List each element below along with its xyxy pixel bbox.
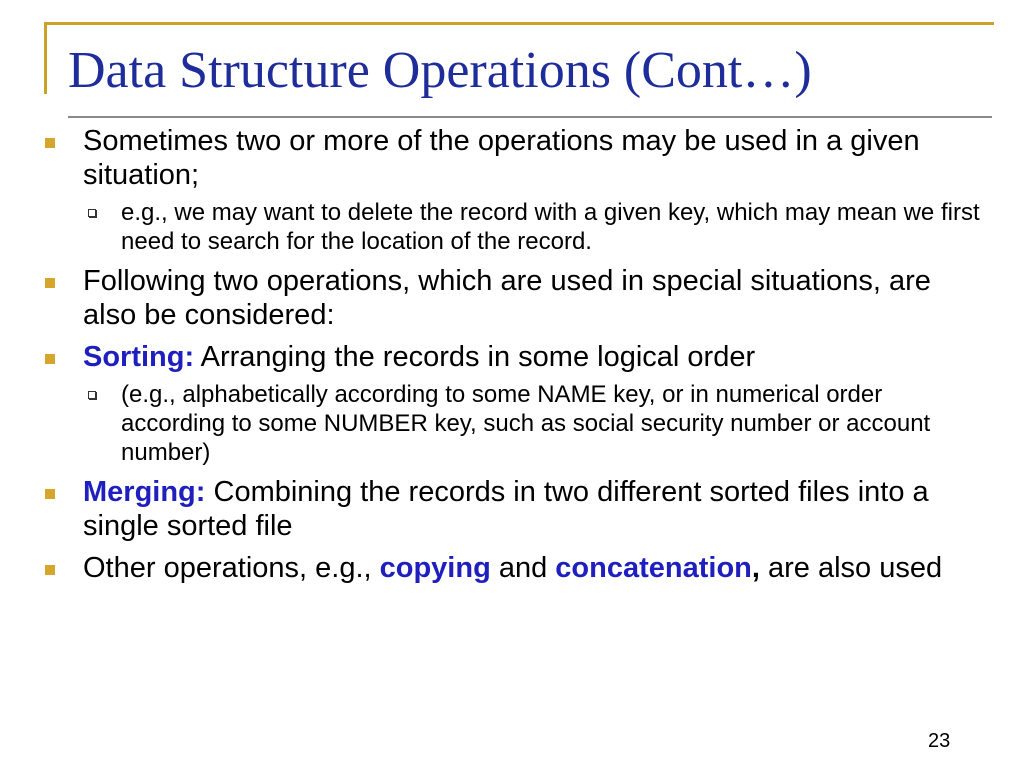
title-divider (68, 116, 992, 118)
slide-title: Data Structure Operations (Cont…) (68, 42, 812, 99)
frame-top-line (44, 22, 994, 25)
sub-bullet-item-1 (83, 198, 989, 256)
square-bullet-icon (45, 138, 55, 148)
frame-left-line (44, 22, 47, 94)
bullet-text-before: Other operations, e.g., (83, 552, 380, 584)
bullet-item-1 (44, 124, 989, 192)
square-bullet-icon (45, 489, 55, 499)
square-bullet-icon (45, 565, 55, 575)
hollow-square-bullet-icon (88, 209, 96, 217)
bullet-text-middle: and (490, 552, 556, 584)
bullet-item-5 (44, 551, 989, 585)
keyword-merging: Merging: (83, 476, 206, 508)
bullet-item-4 (44, 475, 989, 543)
hollow-square-bullet-icon (88, 391, 96, 399)
sub-bullet-item-3 (83, 380, 989, 467)
sub-bullet-text: e.g., we may want to delete the record with a given key, which may mean we first need to search for the location of the record. (121, 199, 980, 255)
bullet-text: Combining the records in two different sorted files into a single sorted file (83, 476, 929, 542)
square-bullet-icon (45, 354, 55, 364)
bullet-text: Arranging the records in some logical order (194, 341, 756, 373)
sub-bullet-text: (e.g., alphabetically according to some NAME key, or in numerical order according to some NUMBER key, such as social security number or account number) (121, 381, 931, 466)
square-bullet-icon (45, 278, 55, 288)
bullet-text-after: are also used (759, 552, 943, 584)
bullet-text: Following two operations, which are used in special situations, are also be considered: (83, 265, 931, 331)
page-number: 23 (928, 730, 951, 752)
bullet-item-2 (44, 264, 989, 332)
keyword-sorting: Sorting: (83, 341, 195, 373)
keyword-copying: copying (379, 552, 491, 584)
keyword-concatenation: concatenation (555, 552, 752, 584)
bullet-item-3 (44, 340, 989, 374)
bullet-text: Sometimes two or more of the operations may be used in a given situation; (83, 125, 920, 191)
slide-content (44, 124, 989, 593)
comma-punctuation: , (751, 552, 760, 584)
